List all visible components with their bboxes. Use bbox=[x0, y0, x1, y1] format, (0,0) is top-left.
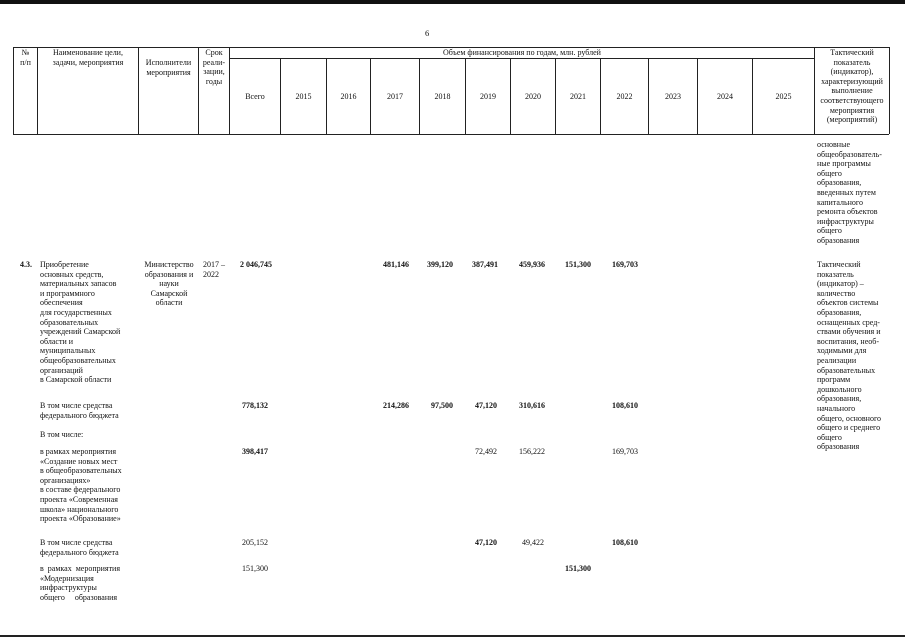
row-federal-2-2019: 47,120 bbox=[475, 538, 497, 547]
row-4-3-total: 2 046,745 bbox=[240, 260, 272, 269]
row-new-places-total: 398,417 bbox=[242, 447, 268, 456]
header-year-2025: 2025 bbox=[775, 92, 792, 101]
header-year-2015: 2015 bbox=[295, 92, 312, 101]
header-year-2020: 2020 bbox=[525, 92, 541, 101]
header-year-2019: 2019 bbox=[480, 92, 496, 101]
header-total: Всего bbox=[245, 92, 265, 101]
row-federal-2-2020: 49,422 bbox=[522, 538, 544, 547]
row-federal-1-name: В том числе средства федерального бюджета bbox=[40, 401, 119, 420]
row-4-3-name: Приобретение основных средств, материальных запасов и программного обеспечения для государственных образовательных учреждений Самарской области и муниципальных общеобразовательных организаций в Самарской области bbox=[40, 260, 121, 385]
row-4-3-2022: 169,703 bbox=[612, 260, 638, 269]
row-federal-1-2022: 108,610 bbox=[612, 401, 638, 410]
header-year-2022: 2022 bbox=[616, 92, 633, 101]
row-4-3-2017: 481,146 bbox=[383, 260, 409, 269]
row-federal-2-name: В том числе средства федерального бюджета bbox=[40, 538, 119, 557]
row-new-places-2020: 156,222 bbox=[519, 447, 545, 456]
row-federal-2-2022: 108,610 bbox=[612, 538, 638, 547]
header-year-2024: 2024 bbox=[717, 92, 733, 101]
page-number: 6 bbox=[425, 28, 430, 38]
header-number: № п/п bbox=[20, 48, 31, 67]
row-4-3-indicator: Тактический показатель (индикатор) – количество объектов системы образования, оснащенных сред- ствами обучения и воспитания, необ- ходимыми для реализации образовательных программ дошкольного образования, начального общего, основного общего и среднего общего образования bbox=[817, 260, 882, 452]
header-indicator: Тактический показатель (индикатор), характеризующий выполнение соответствующего мероприятия (мероприятий) bbox=[820, 48, 884, 125]
row-federal-1-total: 778,132 bbox=[242, 401, 268, 410]
header-term: Срок реали- зации, годы bbox=[202, 48, 226, 86]
header-year-2017: 2017 bbox=[387, 92, 403, 101]
row-modernization-2021: 151,300 bbox=[565, 564, 591, 573]
header-name: Наименование цели, задачи, мероприятия bbox=[52, 48, 124, 67]
row-4-3-2019: 387,491 bbox=[472, 260, 498, 269]
row-modernization-total: 151,300 bbox=[242, 564, 268, 573]
indicator-continuation: основные общеобразователь- ные программы общего образования, введенных путем капитального ремонта объектов инфраструктуры общего образования bbox=[817, 140, 882, 245]
row-including-label: В том числе: bbox=[40, 430, 84, 439]
header-year-2018: 2018 bbox=[434, 92, 451, 101]
row-federal-2-total: 205,152 bbox=[242, 538, 268, 547]
row-modernization-name: в рамках мероприятия «Модернизация инфраструктуры общего образования bbox=[40, 564, 121, 602]
header-executors: Исполнители мероприятия bbox=[145, 58, 192, 77]
row-4-3-executor: Министерство образования и науки Самарской области bbox=[144, 260, 194, 308]
row-new-places-2022: 169,703 bbox=[612, 447, 638, 456]
bottom-rule bbox=[0, 635, 905, 637]
row-4-3-2020: 459,936 bbox=[519, 260, 545, 269]
header-year-2016: 2016 bbox=[340, 92, 357, 101]
top-rule bbox=[0, 0, 905, 4]
header-year-2023: 2023 bbox=[665, 92, 681, 101]
row-4-3-number: 4.3. bbox=[20, 260, 32, 269]
row-federal-1-2018: 97,500 bbox=[431, 401, 453, 410]
row-4-3-2018: 399,120 bbox=[427, 260, 453, 269]
header-year-2021: 2021 bbox=[570, 92, 586, 101]
row-new-places-2019: 72,492 bbox=[475, 447, 497, 456]
row-new-places-name: в рамках мероприятия «Создание новых мест в общеобразовательных организациях» в составе федерального проекта «Современная школа» национального проекта «Образование» bbox=[40, 447, 122, 524]
header-funding-group: Объем финансирования по годам, млн. рублей bbox=[443, 48, 601, 57]
row-4-3-2021: 151,300 bbox=[565, 260, 591, 269]
row-federal-1-2017: 214,286 bbox=[383, 401, 409, 410]
row-4-3-term: 2017 – 2022 bbox=[203, 260, 225, 279]
row-federal-1-2020: 310,616 bbox=[519, 401, 545, 410]
row-federal-1-2019: 47,120 bbox=[475, 401, 497, 410]
